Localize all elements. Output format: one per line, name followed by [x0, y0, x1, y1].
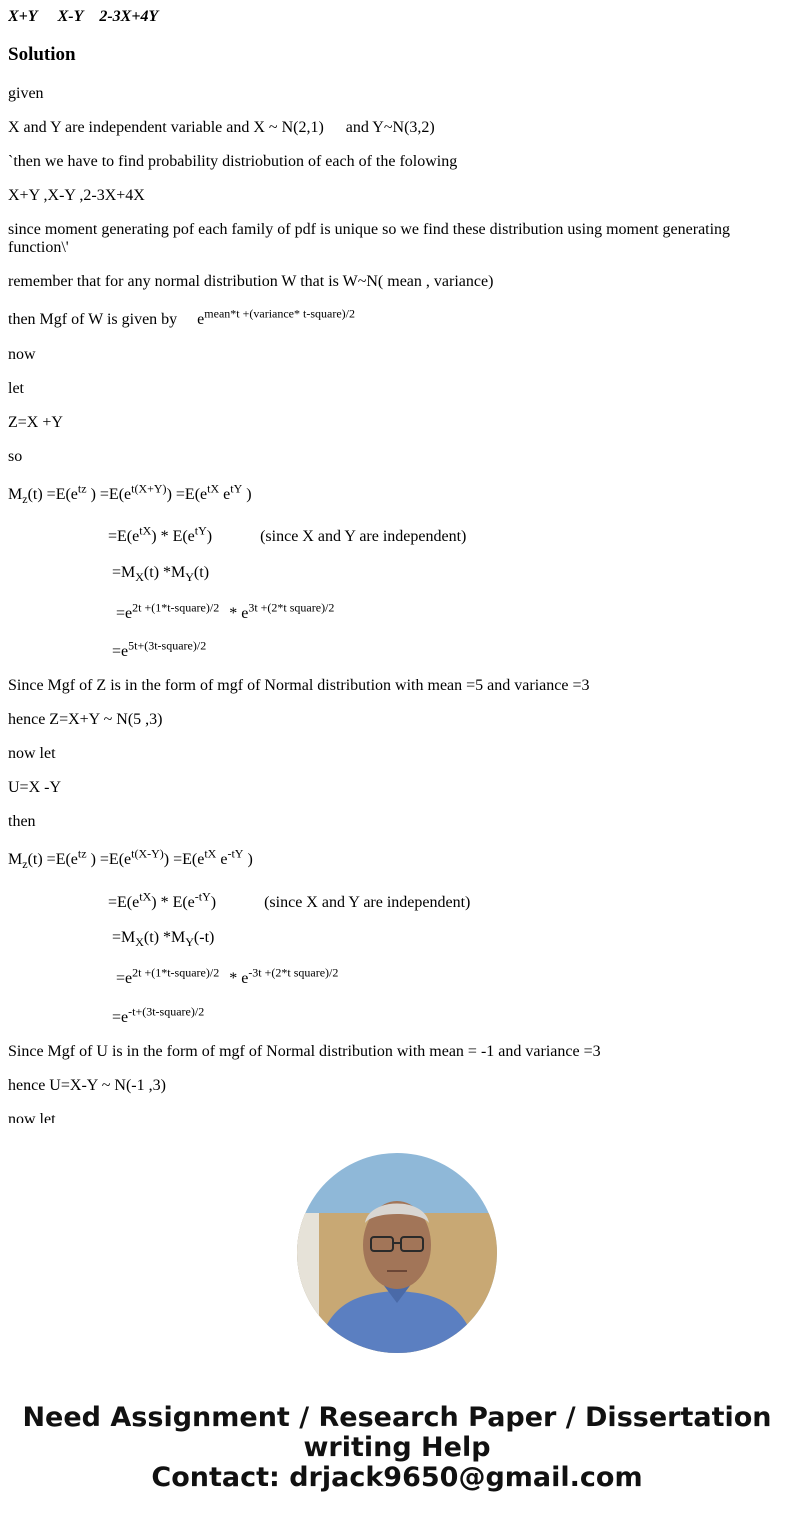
equation-line: $=e^{-t+(3t-square)/2}$	[112, 1004, 205, 1026]
paragraph: then	[8, 813, 36, 830]
text: then Mgf of W is given by	[8, 311, 178, 328]
paragraph: `then we have to find probability distriobution of each of the folowing	[8, 153, 458, 170]
exponent: -3t +(2*t square)/2	[248, 965, 339, 980]
paragraph: Z=X +Y	[8, 414, 63, 431]
exponent: t(X-Y)	[131, 846, 164, 861]
equation-line: $=e^{2t +(1*t-square)/2} * e^{3t +(2*t square)/2}$	[116, 600, 335, 622]
exponent: mean*t +(variance* t-square)/2	[204, 306, 355, 321]
exponent: -t+(3t-square)/2	[128, 1004, 205, 1019]
exponent: 2t +(1*t-square)/2	[132, 600, 220, 615]
paragraph: Since Mgf of Z is in the form of mgf of Normal distribution with mean =5 and variance =3	[8, 677, 590, 694]
equation-line: $=E(e^{tX}) * E(e^{tY})$ (since X and Y are independent)	[108, 523, 467, 545]
paragraph	[8, 119, 435, 137]
exponent: -tY	[227, 846, 244, 861]
paragraph: hence U=X-Y ~ N(-1 ,3)	[8, 1077, 166, 1094]
paragraph: so	[8, 448, 23, 465]
paragraph: remember that for any normal distribution W that is W~N( mean , variance)	[8, 273, 494, 290]
paragraph: now	[8, 346, 36, 363]
exponent: 2t +(1*t-square)/2	[132, 965, 220, 980]
paragraph: U=X -Y	[8, 779, 62, 796]
equation-line: $=M_X(t)$ $*M_Y(t)$	[112, 564, 210, 585]
equation-line: $=e^{5t+(3t-square)/2}$	[112, 638, 207, 660]
paragraph: then Mgf of W is given by $e^{mean*t +(variance* t-square)/2}$	[8, 306, 355, 328]
equation-line: $=e^{2t +(1*t-square)/2} * e^{-3t +(2*t square)/2}$	[116, 965, 339, 987]
paragraph: since moment generating pof each family of pdf is unique so we find these distribution using moment generating function\'	[8, 221, 731, 256]
paragraph: Since Mgf of U is in the form of mgf of Normal distribution with mean = -1 and variance =3	[8, 1043, 601, 1060]
text: X and Y are independent variable and X ~ N(2,1)	[8, 119, 324, 136]
paragraph: X+Y ,X-Y ,2-3X+4X	[8, 187, 145, 204]
exponent: tX	[207, 481, 220, 496]
note: (since X and Y are independent)	[260, 528, 467, 545]
equation-line: $=E(e^{tX}) * E(e^{-tY})$ (since X and Y are independent)	[108, 889, 471, 911]
paragraph: now let	[8, 745, 56, 762]
header-item: X-Y	[57, 8, 84, 25]
exponent: tX	[139, 889, 152, 904]
promo-line: writing Help	[303, 1432, 491, 1463]
promo-contact: Contact: drjack9650@gmail.com	[151, 1462, 643, 1493]
exponent: tY	[230, 481, 243, 496]
note: (since X and Y are independent)	[264, 894, 471, 911]
equation-line: $M_z(t) =E(e^{tz}$ ) $=E(e^{t(X-Y)}) =E(e^{tX}$ $e^{-tY}$ )	[8, 846, 253, 872]
exponent: tX	[204, 846, 217, 861]
exponent: tY	[194, 523, 207, 538]
paragraph: let	[8, 380, 24, 397]
paragraph: hence Z=X+Y ~ N(5 ,3)	[8, 711, 163, 728]
portrait-illustration	[297, 1153, 497, 1353]
paragraph: given	[8, 85, 44, 102]
equation-line: $M_z(t) =E(e^{tz}$ ) $=E(e^{t(X+Y)}) =E(e^{tX}$ $e^{tY}$ )	[8, 481, 252, 507]
exponent: 3t +(2*t square)/2	[248, 600, 335, 615]
exponent: tz	[77, 846, 87, 861]
photo-door	[297, 1213, 319, 1323]
exponent: 5t+(3t-square)/2	[128, 638, 207, 653]
author-photo	[297, 1153, 497, 1353]
problem-header	[8, 8, 158, 26]
text: and Y~N(3,2)	[345, 119, 435, 136]
header-item: X+Y	[8, 8, 38, 25]
header-item: 2-3X+4Y	[99, 8, 159, 25]
exponent: tz	[77, 481, 87, 496]
exponent: t(X+Y)	[131, 481, 167, 496]
solution-document	[8, 0, 788, 1123]
equation-line: $=M_X(t)$ $*M_Y(-t)$	[112, 929, 215, 950]
exponent: tX	[139, 523, 152, 538]
solution-heading: Solution	[8, 44, 76, 65]
paragraph-cut-off: now let	[8, 1111, 56, 1123]
promo-banner	[0, 1403, 794, 1493]
exponent: -tY	[194, 889, 211, 904]
promo-line: Need Assignment / Research Paper / Dissertation	[22, 1402, 772, 1433]
